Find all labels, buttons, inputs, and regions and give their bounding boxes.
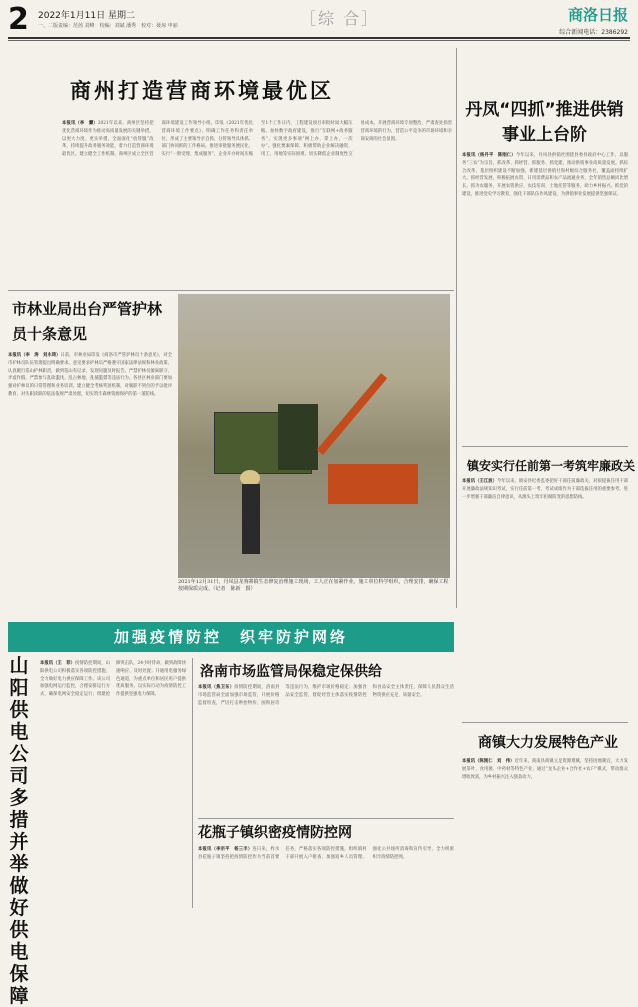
section-divider	[462, 722, 628, 723]
byline: 本报讯（陈刚仁 刘 伟）	[462, 759, 515, 764]
byline: 本报讯（杨丹平 陈刚仁）	[462, 153, 516, 158]
article-body: 2021年以来，商州区坚持把优化营商环境作为推动高质量发展的关键举措，以更大力度、更实举措，全面深化“放管服”改革，持续提升政务服务效能，着力打造营商环境最优区。建立健全工作机制。商州区成立全区营商环境建设工作领导小组，印发《2021年优化营商环境工作要点》，明确工作任务和责任单位，形成了主要领导亲自抓、分管领导具体抓、部门协同抓的工作格局。推进审批服务便民化，实行“一窗受理、集成服务”，企业开办时间压缩至1个工作日内，工程建设项目审批时间大幅压缩。加快数字政府建设，推行“互联网+政务服务”，实现更多事项“网上办、掌上办、一次办”。强化要素保障，积极帮助企业解决融资、用工、用地等实际困难，切实降低企业制度性交易成本。开展营商环境专项整治，严肃查处损害营商环境的行为，营造公平竞争的市场环境和亲商安商的社会氛围。	[62, 121, 452, 158]
byline: 本报讯（李 灏）	[62, 121, 98, 126]
page-number: 2	[8, 2, 29, 37]
headline-forestry: 市林业局出台严管护林员十条意见	[12, 300, 163, 343]
byline: 本报讯（李宗平 杨三丰）	[198, 847, 253, 852]
article-forestry	[8, 352, 172, 614]
headline-huaping: 花瓶子镇织密疫情防控网	[198, 825, 352, 841]
byline: 本报讯（焦卫东）	[198, 685, 235, 690]
section-divider	[198, 818, 454, 819]
edition-phone: 综合新闻电话：2386292	[559, 29, 628, 36]
article-luonan	[198, 684, 454, 816]
article-shangnan	[462, 758, 628, 906]
byline: 本报讯（王江波）	[462, 479, 497, 484]
headline-shanyang: 山阳供电公司多措并举做好供电保障	[9, 655, 29, 1007]
article-huaping	[198, 846, 454, 908]
headline-shangnan: 商镇大力发展特色产业	[478, 735, 618, 751]
article-body: 日前，市林业局印发《商洛市严管护林员十条意见》，对全市护林员队伍管理提出明确要求。意见要求护林员严格遵守国家法律法规和林业政策，认真履行巡山护林职责，做到巡山有记录、发现问题及时报告。严禁护林员擅离职守、弄虚作假，严禁参与乱砍滥伐、乱占林地、乱捕滥猎等违法行为。各县区林业部门要加强对护林员的日常管理和业务培训，建立健全考核奖惩机制，对履职不到位的予以批评教育，对失职渎职的依法依规严肃处理，切实筑牢森林资源保护的第一道防线。	[8, 353, 172, 397]
section-divider	[8, 290, 454, 291]
article-shanyang	[40, 660, 186, 908]
article-body: 疫情防控期间，洛南县市场监管局全面加强市场监管，开展价格监督检查，严厉打击哄抬物价、囤积居奇等违法行为，维护市场价格稳定；加强食品安全监管，督促经营主体落实疫情防控和食品安全主体责任，保障人民群众生活物资供应充足、质量安全。	[198, 685, 454, 706]
excavator-arm-shape	[317, 373, 387, 455]
column-divider	[192, 658, 193, 908]
section-label: ［综 合］	[300, 9, 380, 28]
article-body: 疫情防控期间，山阳供电公司积极落实各项防控措施，全力做好电力供应保障工作。该公司加强电网运行监控，合理安排运行方式，确保电网安全稳定运行；组建抢修突击队，24小时待命，做到故障快速响应、及时处置；开通用电服务绿色通道，为重点单位和居民用户提供优质服务，以实际行动为疫情防控工作提供坚强电力保障。	[40, 661, 186, 698]
byline: 本报讯（李 涛 刘永琦）	[8, 353, 61, 358]
news-photo	[178, 294, 450, 578]
article-body: 今年以来，丹凤县供销社围绕县委县政府中心工作，以服务“三农”为宗旨，抓改革、抓经营、抓服务、抓党建，推动供销事业高质量发展。抓综合改革，基层组织建设不断加强，新建基层供销社和村级综合服务社，覆盖面持续扩大。抓经营发展，积极拓展农资、日用消费品和农产品流通业务，全年销售总额同比增长。抓为农服务，开展农资供应、农技培训、土地托管等服务，助力乡村振兴。抓党的建设，推进党史学习教育，强化干部队伍作风建设，为供销事业发展提供坚强保证。	[462, 153, 628, 197]
article-body: 近年来，商南县商镇立足资源禀赋，坚持因地制宜，大力发展茶叶、食用菌、中药材等特色产业，通过“龙头企业+合作社+农户”模式，带动群众增收致富，为乡村振兴注入强劲动力。	[462, 759, 628, 780]
section-divider	[462, 446, 628, 447]
headline-zhenan: 镇安实行任前第一考筑牢廉政关	[467, 459, 636, 473]
editor-credits: 一、二版责编：范茜 刘峰 校编：刘斌 潘秀 校对：聂琼 申丽	[38, 23, 178, 29]
column-divider	[456, 48, 457, 608]
headline-danfeng: 丹凤“四抓”推进供销事业上台阶	[465, 100, 624, 145]
truck-cab-shape	[278, 404, 318, 470]
article-zhenan	[462, 478, 628, 718]
photo-caption: 2021年12月31日，丹凤县龙驹寨镇生态修复治理施工现场，工人正在加紧作业。施工单位科学组织，合理安排，确保工程按期保质完成。（记者 陈新 摄）	[178, 579, 449, 592]
masthead-rule-thin	[8, 40, 630, 41]
article-danfeng	[462, 152, 628, 438]
epidemic-banner: 加强疫情防控 织牢防护网络	[113, 628, 348, 646]
excavator-body-shape	[328, 464, 418, 504]
article-body: 连日来，柞水县花瓶子镇坚持把疫情防控作为当前首要任务，严格落实各项防控措施，组织镇村干部开展入户排查，加强返乡人员管理，强化公共场所消毒和宣传引导，全力织密织牢疫情防控网。	[198, 847, 454, 860]
worker-shape	[242, 484, 260, 554]
newspaper-logo: 商洛日报	[567, 6, 628, 24]
byline: 本报讯（王 菲）	[40, 661, 76, 666]
article-body: 今年以来，镇安县纪委监委把好干部任前廉政关，对拟提拔任用干部开展廉政法规知识考试，实行任前第一考，考试成绩作为干部选拔任用的重要参考，进一步增强干部廉洁自律意识，从源头上筑牢拒腐防变的思想防线。	[462, 479, 628, 500]
headline-business-environment: 商州打造营商环境最优区	[70, 79, 334, 103]
issue-date: 2022年1月11日 星期二	[38, 11, 135, 21]
masthead-rule	[8, 37, 630, 39]
article-business-environment	[62, 120, 452, 288]
headline-luonan: 洛南市场监管局保稳定保供给	[200, 664, 382, 680]
